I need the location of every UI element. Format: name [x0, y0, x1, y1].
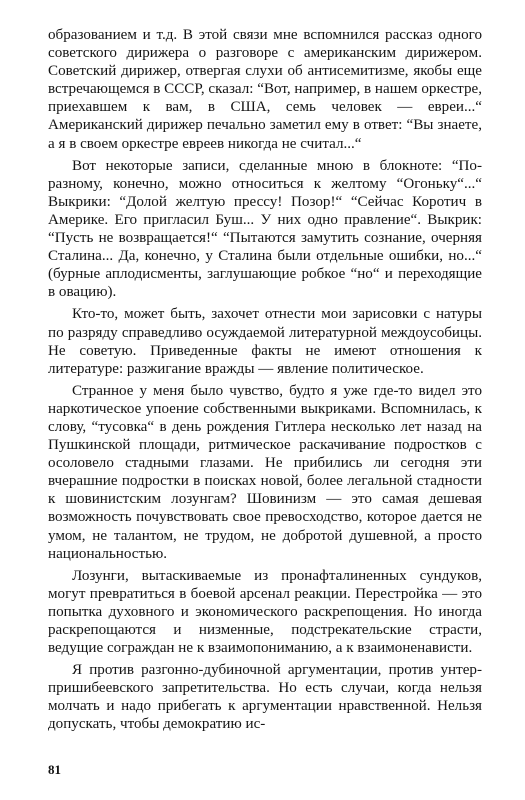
paragraph: Кто-то, может быть, захочет отнести мои зарисовки с натуры по разряду справедливо осуждаемой литературной междоусобицы. Не советую. Приведенные факты не имеют отношения к литературе: разжигание вражды — явление политическое. [48, 306, 482, 377]
paragraph: Странное у меня было чувство, будто я уже где-то видел это наркотическое упоение собственными выкриками. Вспомнилась, к слову, “тусовка“ в день рождения Гитлера несколько лет назад на Пушкинской площади, ритмическое раскачивание подростков с осоловело стадными глазами. Не прибились ли сегодня эти вчерашние подростки в поисках новой, более легальной стадности к шовинистским лозунгам? Шовинизм — это самая дешевая возможность почувствовать свое превосходство, которое дается не умом, не талантом, не трудом, не добротой душевной, а просто национальностью. [48, 382, 482, 562]
book-page [48, 26, 482, 786]
paragraph: образованием и т.д. В этой связи мне вспомнился рассказ одного советского дирижера о разговоре с американским дирижером. Советский дирижер, отвергая слухи об антисемитизме, якобы еще встречающемся в СССР, сказал: “Вот, например, в нашем оркестре, приехавшем к вам, в США, семь человек — евреи...“ Американский дирижер печально заметил ему в ответ: “Вы знаете, а я в своем оркестре евреев никогда не считал...“ [48, 27, 482, 152]
body-text [48, 26, 482, 734]
paragraph: Лозунги, вытаскиваемые из пронафталиненных сундуков, могут превратиться в боевой арсенал реакции. Перестройка — это попытка духовного и экономического раскрепощения. Но иногда раскрепощаются и низменные, подстрекательские страсти, ведущие сограждан не к взаимопониманию, а к взаимоненависти. [48, 567, 482, 657]
paragraph: Я против разгонно-дубиночной аргументации, против унтер-пришибеевского запретительства. Но есть случаи, когда нельзя молчать и надо прибегать к аргументации нравственной. Нельзя допускать, чтобы демократию ис- [48, 662, 482, 733]
paragraph: Вот некоторые записи, сделанные мною в блокноте: “По-разному, конечно, можно относиться к желтому “Огоньку“...“ Выкрики: “Долой желтую прессу! Позор!“ “Сейчас Коротич в Америке. Его пригласил Буш... У них одно правление“. Выкрик: “Пусть не возвращается!“ “Пытаются замутить сознание, очерняя Сталина... Да, конечно, у Сталина были отдельные ошибки, но...“ (бурные аплодисменты, заглушающие робкое “но“ и переходящие в овацию). [48, 157, 482, 301]
page-number: 81 [48, 762, 61, 777]
